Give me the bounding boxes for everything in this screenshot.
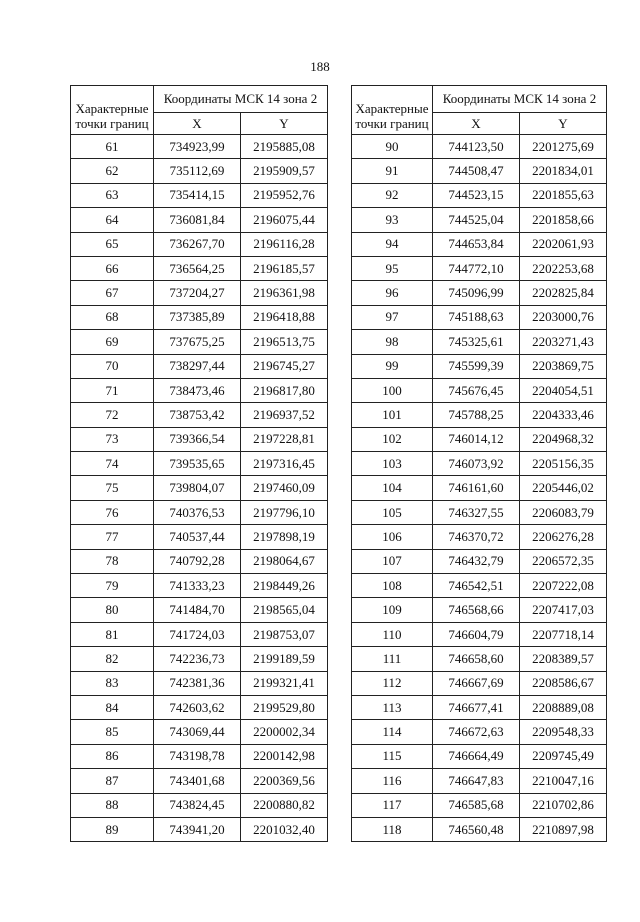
point-number-cell: 62 xyxy=(71,159,154,183)
point-number-cell: 102 xyxy=(352,427,433,451)
y-coordinate-cell: 2197228,81 xyxy=(241,427,328,451)
point-number-cell: 103 xyxy=(352,452,433,476)
x-coordinate-cell: 746073,92 xyxy=(433,452,520,476)
table-row xyxy=(71,183,328,207)
table-row xyxy=(71,793,328,817)
table-row xyxy=(71,427,328,451)
y-coordinate-cell: 2203271,43 xyxy=(520,330,607,354)
table-row xyxy=(352,793,607,817)
table-row xyxy=(352,671,607,695)
point-number-cell: 105 xyxy=(352,500,433,524)
point-number-cell: 76 xyxy=(71,500,154,524)
coordinates-table-right xyxy=(351,85,607,842)
table-row xyxy=(352,744,607,768)
y-coordinate-cell: 2209548,33 xyxy=(520,720,607,744)
y-coordinate-cell: 2196937,52 xyxy=(241,403,328,427)
x-coordinate-cell: 737204,27 xyxy=(154,281,241,305)
x-coordinate-cell: 746664,49 xyxy=(433,744,520,768)
table-row xyxy=(352,427,607,451)
x-coordinate-cell: 746667,69 xyxy=(433,671,520,695)
point-number-cell: 91 xyxy=(352,159,433,183)
point-number-cell: 82 xyxy=(71,647,154,671)
x-coordinate-cell: 743198,78 xyxy=(154,744,241,768)
x-coordinate-cell: 746370,72 xyxy=(433,525,520,549)
table-row xyxy=(352,817,607,841)
x-coordinate-cell: 743401,68 xyxy=(154,769,241,793)
y-coordinate-cell: 2199529,80 xyxy=(241,695,328,719)
y-header: Y xyxy=(241,113,328,135)
y-coordinate-cell: 2200369,56 xyxy=(241,769,328,793)
x-coordinate-cell: 741484,70 xyxy=(154,598,241,622)
x-coordinate-cell: 744523,15 xyxy=(433,183,520,207)
y-coordinate-cell: 2196075,44 xyxy=(241,208,328,232)
y-coordinate-cell: 2207417,03 xyxy=(520,598,607,622)
point-number-cell: 118 xyxy=(352,817,433,841)
x-coordinate-cell: 746585,68 xyxy=(433,793,520,817)
point-number-cell: 89 xyxy=(71,817,154,841)
table-row xyxy=(71,452,328,476)
y-coordinate-cell: 2202253,68 xyxy=(520,256,607,280)
x-coordinate-cell: 744123,50 xyxy=(433,135,520,159)
x-coordinate-cell: 738297,44 xyxy=(154,354,241,378)
y-coordinate-cell: 2204333,46 xyxy=(520,403,607,427)
x-coordinate-cell: 746161,60 xyxy=(433,476,520,500)
table-row xyxy=(71,525,328,549)
point-number-cell: 71 xyxy=(71,378,154,402)
table-row xyxy=(71,159,328,183)
y-coordinate-cell: 2198565,04 xyxy=(241,598,328,622)
y-coordinate-cell: 2208586,67 xyxy=(520,671,607,695)
x-coordinate-cell: 746014,12 xyxy=(433,427,520,451)
table-row xyxy=(71,354,328,378)
point-number-cell: 110 xyxy=(352,622,433,646)
table-row xyxy=(352,476,607,500)
points-header-line2: точки границ xyxy=(355,116,429,131)
table-row xyxy=(71,647,328,671)
table-row xyxy=(352,330,607,354)
x-coordinate-cell: 735112,69 xyxy=(154,159,241,183)
y-coordinate-cell: 2199189,59 xyxy=(241,647,328,671)
y-coordinate-cell: 2197796,10 xyxy=(241,500,328,524)
y-coordinate-cell: 2207718,14 xyxy=(520,622,607,646)
point-number-cell: 109 xyxy=(352,598,433,622)
y-coordinate-cell: 2196418,88 xyxy=(241,305,328,329)
point-number-cell: 112 xyxy=(352,671,433,695)
x-coordinate-cell: 746560,48 xyxy=(433,817,520,841)
table-row xyxy=(352,256,607,280)
point-number-cell: 85 xyxy=(71,720,154,744)
point-number-cell: 84 xyxy=(71,695,154,719)
y-coordinate-cell: 2196185,57 xyxy=(241,256,328,280)
x-coordinate-cell: 743824,45 xyxy=(154,793,241,817)
point-number-cell: 86 xyxy=(71,744,154,768)
table-row xyxy=(352,500,607,524)
point-number-cell: 111 xyxy=(352,647,433,671)
table-row xyxy=(71,330,328,354)
x-coordinate-cell: 736267,70 xyxy=(154,232,241,256)
x-header: X xyxy=(433,113,520,135)
table-row xyxy=(352,647,607,671)
y-header: Y xyxy=(520,113,607,135)
x-coordinate-cell: 735414,15 xyxy=(154,183,241,207)
table-row xyxy=(352,208,607,232)
table-row xyxy=(71,817,328,841)
x-coordinate-cell: 742381,36 xyxy=(154,671,241,695)
y-coordinate-cell: 2198753,07 xyxy=(241,622,328,646)
x-coordinate-cell: 744653,84 xyxy=(433,232,520,256)
table-row xyxy=(71,135,328,159)
point-number-cell: 74 xyxy=(71,452,154,476)
point-number-cell: 96 xyxy=(352,281,433,305)
table-row xyxy=(71,671,328,695)
point-number-cell: 95 xyxy=(352,256,433,280)
table-row xyxy=(352,549,607,573)
y-coordinate-cell: 2196817,80 xyxy=(241,378,328,402)
table-row xyxy=(71,256,328,280)
point-number-cell: 106 xyxy=(352,525,433,549)
points-header-line1: Характерные xyxy=(355,101,429,116)
table-row xyxy=(352,574,607,598)
table-row xyxy=(71,720,328,744)
x-coordinate-cell: 744508,47 xyxy=(433,159,520,183)
y-coordinate-cell: 2206276,28 xyxy=(520,525,607,549)
x-coordinate-cell: 740376,53 xyxy=(154,500,241,524)
x-header: X xyxy=(154,113,241,135)
point-number-cell: 90 xyxy=(352,135,433,159)
y-coordinate-cell: 2195885,08 xyxy=(241,135,328,159)
y-coordinate-cell: 2205446,02 xyxy=(520,476,607,500)
point-number-cell: 80 xyxy=(71,598,154,622)
x-coordinate-cell: 739804,07 xyxy=(154,476,241,500)
x-coordinate-cell: 745188,63 xyxy=(433,305,520,329)
y-coordinate-cell: 2196745,27 xyxy=(241,354,328,378)
y-coordinate-cell: 2199321,41 xyxy=(241,671,328,695)
y-coordinate-cell: 2198064,67 xyxy=(241,549,328,573)
point-number-cell: 94 xyxy=(352,232,433,256)
table-row xyxy=(352,598,607,622)
y-coordinate-cell: 2201858,66 xyxy=(520,208,607,232)
y-coordinate-cell: 2197460,09 xyxy=(241,476,328,500)
point-number-cell: 63 xyxy=(71,183,154,207)
point-number-cell: 101 xyxy=(352,403,433,427)
y-coordinate-cell: 2196361,98 xyxy=(241,281,328,305)
y-coordinate-cell: 2208389,57 xyxy=(520,647,607,671)
point-number-cell: 92 xyxy=(352,183,433,207)
table-row xyxy=(71,622,328,646)
point-number-cell: 64 xyxy=(71,208,154,232)
point-number-cell: 107 xyxy=(352,549,433,573)
x-coordinate-cell: 746432,79 xyxy=(433,549,520,573)
y-coordinate-cell: 2197898,19 xyxy=(241,525,328,549)
point-number-cell: 114 xyxy=(352,720,433,744)
y-coordinate-cell: 2200880,82 xyxy=(241,793,328,817)
x-coordinate-cell: 737385,89 xyxy=(154,305,241,329)
table-row xyxy=(352,281,607,305)
point-number-cell: 116 xyxy=(352,769,433,793)
point-number-cell: 69 xyxy=(71,330,154,354)
point-number-cell: 83 xyxy=(71,671,154,695)
x-coordinate-cell: 744772,10 xyxy=(433,256,520,280)
table-row xyxy=(71,744,328,768)
x-coordinate-cell: 738753,42 xyxy=(154,403,241,427)
point-number-cell: 88 xyxy=(71,793,154,817)
table-row xyxy=(352,695,607,719)
x-coordinate-cell: 739366,54 xyxy=(154,427,241,451)
x-coordinate-cell: 743069,44 xyxy=(154,720,241,744)
point-number-cell: 70 xyxy=(71,354,154,378)
point-number-cell: 97 xyxy=(352,305,433,329)
x-coordinate-cell: 745676,45 xyxy=(433,378,520,402)
x-coordinate-cell: 746658,60 xyxy=(433,647,520,671)
x-coordinate-cell: 737675,25 xyxy=(154,330,241,354)
table-row xyxy=(71,208,328,232)
x-coordinate-cell: 745096,99 xyxy=(433,281,520,305)
points-header xyxy=(352,86,433,135)
y-coordinate-cell: 2201275,69 xyxy=(520,135,607,159)
table-row xyxy=(352,622,607,646)
y-coordinate-cell: 2198449,26 xyxy=(241,574,328,598)
table-row xyxy=(71,695,328,719)
y-coordinate-cell: 2201032,40 xyxy=(241,817,328,841)
y-coordinate-cell: 2204968,32 xyxy=(520,427,607,451)
coords-header: Координаты МСК 14 зона 2 xyxy=(433,86,607,113)
x-coordinate-cell: 746604,79 xyxy=(433,622,520,646)
x-coordinate-cell: 734923,99 xyxy=(154,135,241,159)
y-coordinate-cell: 2210897,98 xyxy=(520,817,607,841)
point-number-cell: 113 xyxy=(352,695,433,719)
x-coordinate-cell: 745788,25 xyxy=(433,403,520,427)
point-number-cell: 93 xyxy=(352,208,433,232)
table-row xyxy=(71,281,328,305)
x-coordinate-cell: 743941,20 xyxy=(154,817,241,841)
table-row xyxy=(71,305,328,329)
coordinates-table-left xyxy=(70,85,328,842)
x-coordinate-cell: 746542,51 xyxy=(433,574,520,598)
table-row xyxy=(352,305,607,329)
point-number-cell: 104 xyxy=(352,476,433,500)
x-coordinate-cell: 744525,04 xyxy=(433,208,520,232)
x-coordinate-cell: 746647,83 xyxy=(433,769,520,793)
y-coordinate-cell: 2203000,76 xyxy=(520,305,607,329)
x-coordinate-cell: 746327,55 xyxy=(433,500,520,524)
table-row xyxy=(71,500,328,524)
y-coordinate-cell: 2197316,45 xyxy=(241,452,328,476)
point-number-cell: 99 xyxy=(352,354,433,378)
table-row xyxy=(71,378,328,402)
point-number-cell: 65 xyxy=(71,232,154,256)
x-coordinate-cell: 736564,25 xyxy=(154,256,241,280)
point-number-cell: 67 xyxy=(71,281,154,305)
y-coordinate-cell: 2200142,98 xyxy=(241,744,328,768)
y-coordinate-cell: 2206083,79 xyxy=(520,500,607,524)
y-coordinate-cell: 2210702,86 xyxy=(520,793,607,817)
table-row xyxy=(352,720,607,744)
y-coordinate-cell: 2196116,28 xyxy=(241,232,328,256)
y-coordinate-cell: 2206572,35 xyxy=(520,549,607,573)
x-coordinate-cell: 742236,73 xyxy=(154,647,241,671)
table-row xyxy=(71,574,328,598)
points-header-line1: Характерные xyxy=(75,101,149,116)
table-row xyxy=(71,549,328,573)
y-coordinate-cell: 2208889,08 xyxy=(520,695,607,719)
point-number-cell: 72 xyxy=(71,403,154,427)
point-number-cell: 81 xyxy=(71,622,154,646)
x-coordinate-cell: 746672,63 xyxy=(433,720,520,744)
point-number-cell: 78 xyxy=(71,549,154,573)
table-row xyxy=(352,769,607,793)
table-row xyxy=(352,135,607,159)
point-number-cell: 75 xyxy=(71,476,154,500)
x-coordinate-cell: 738473,46 xyxy=(154,378,241,402)
y-coordinate-cell: 2210047,16 xyxy=(520,769,607,793)
y-coordinate-cell: 2196513,75 xyxy=(241,330,328,354)
point-number-cell: 77 xyxy=(71,525,154,549)
y-coordinate-cell: 2202825,84 xyxy=(520,281,607,305)
y-coordinate-cell: 2203869,75 xyxy=(520,354,607,378)
point-number-cell: 98 xyxy=(352,330,433,354)
table-row xyxy=(352,378,607,402)
point-number-cell: 117 xyxy=(352,793,433,817)
x-coordinate-cell: 740537,44 xyxy=(154,525,241,549)
y-coordinate-cell: 2195909,57 xyxy=(241,159,328,183)
table-row xyxy=(352,525,607,549)
x-coordinate-cell: 745599,39 xyxy=(433,354,520,378)
point-number-cell: 87 xyxy=(71,769,154,793)
table-row xyxy=(71,476,328,500)
points-header xyxy=(71,86,154,135)
x-coordinate-cell: 740792,28 xyxy=(154,549,241,573)
y-coordinate-cell: 2205156,35 xyxy=(520,452,607,476)
table-row xyxy=(352,232,607,256)
x-coordinate-cell: 736081,84 xyxy=(154,208,241,232)
point-number-cell: 61 xyxy=(71,135,154,159)
y-coordinate-cell: 2201834,01 xyxy=(520,159,607,183)
y-coordinate-cell: 2201855,63 xyxy=(520,183,607,207)
table-row xyxy=(71,403,328,427)
table-row xyxy=(71,769,328,793)
y-coordinate-cell: 2204054,51 xyxy=(520,378,607,402)
x-coordinate-cell: 742603,62 xyxy=(154,695,241,719)
x-coordinate-cell: 746568,66 xyxy=(433,598,520,622)
y-coordinate-cell: 2200002,34 xyxy=(241,720,328,744)
point-number-cell: 79 xyxy=(71,574,154,598)
points-header-line2: точки границ xyxy=(75,116,149,131)
table-row xyxy=(352,159,607,183)
table-row xyxy=(71,598,328,622)
y-coordinate-cell: 2202061,93 xyxy=(520,232,607,256)
table-row xyxy=(352,403,607,427)
x-coordinate-cell: 741333,23 xyxy=(154,574,241,598)
table-row xyxy=(71,232,328,256)
y-coordinate-cell: 2195952,76 xyxy=(241,183,328,207)
x-coordinate-cell: 741724,03 xyxy=(154,622,241,646)
point-number-cell: 73 xyxy=(71,427,154,451)
table-row xyxy=(352,452,607,476)
point-number-cell: 68 xyxy=(71,305,154,329)
x-coordinate-cell: 739535,65 xyxy=(154,452,241,476)
table-row xyxy=(352,183,607,207)
y-coordinate-cell: 2209745,49 xyxy=(520,744,607,768)
point-number-cell: 66 xyxy=(71,256,154,280)
x-coordinate-cell: 746677,41 xyxy=(433,695,520,719)
x-coordinate-cell: 745325,61 xyxy=(433,330,520,354)
point-number-cell: 100 xyxy=(352,378,433,402)
point-number-cell: 108 xyxy=(352,574,433,598)
coords-header: Координаты МСК 14 зона 2 xyxy=(154,86,328,113)
page-number: 188 xyxy=(310,59,330,74)
point-number-cell: 115 xyxy=(352,744,433,768)
table-row xyxy=(352,354,607,378)
y-coordinate-cell: 2207222,08 xyxy=(520,574,607,598)
